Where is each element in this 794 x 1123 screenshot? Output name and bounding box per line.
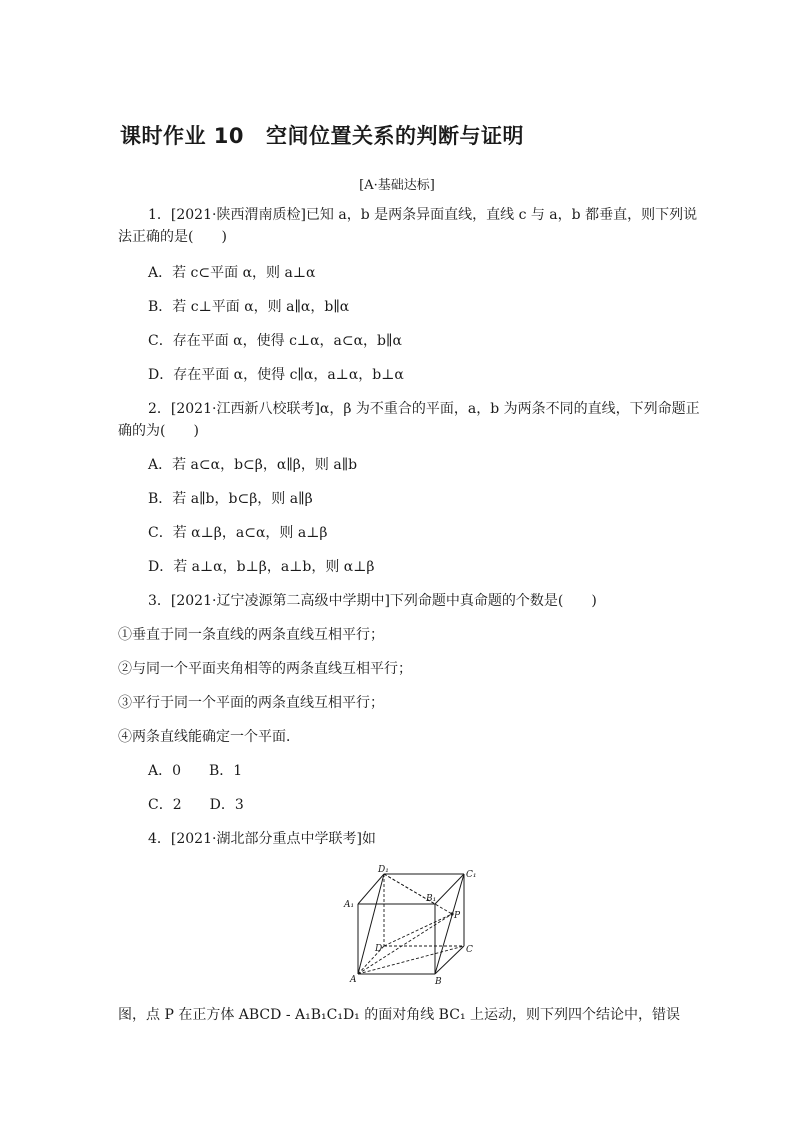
label-c: C bbox=[466, 945, 473, 955]
q2-option-b: B．若 a∥b，b⊂β，则 a∥β bbox=[148, 491, 313, 507]
q4-line2: 图，点 P 在正方体 ABCD - A₁B₁C₁D₁ 的面对角线 BC₁ 上运动，则下列四个结论中，错误 bbox=[118, 1007, 681, 1023]
q3-statement-3: ③平行于同一个平面的两条直线互相平行； bbox=[118, 695, 384, 711]
q3-statement-4: ④两条直线能确定一个平面． bbox=[118, 729, 300, 745]
q4-line1: 4．[2021·湖北部分重点中学联考]如 bbox=[148, 831, 376, 847]
cube-figure bbox=[340, 862, 480, 988]
label-c1: C₁ bbox=[466, 870, 477, 880]
label-d1: D₁ bbox=[378, 865, 389, 875]
hidden-d-p bbox=[384, 914, 452, 946]
q1-line2: 法正确的是( ) bbox=[118, 229, 227, 245]
q3-statement-1: ①垂直于同一条直线的两条直线互相平行； bbox=[118, 627, 384, 643]
q1-line1: 1．[2021·陕西渭南质检]已知 a，b 是两条异面直线，直线 c 与 a，b 都垂直，则下列说 bbox=[148, 207, 698, 223]
label-b1: B₁ bbox=[426, 894, 437, 904]
q1-option-d: D．存在平面 α，使得 c∥α，a⊥α，b⊥α bbox=[148, 367, 404, 383]
q3-statement-2: ②与同一个平面夹角相等的两条直线互相平行； bbox=[118, 661, 412, 677]
q3-line1: 3．[2021·辽宁凌源第二高级中学期中]下列命题中真命题的个数是( ) bbox=[148, 593, 597, 609]
hidden-d1-p bbox=[384, 874, 452, 914]
q2-line1: 2．[2021·江西新八校联考]α，β 为不重合的平面，a，b 为两条不同的直线，下列命题正 bbox=[148, 401, 700, 417]
title-text: 空间位置关系的判断与证明 bbox=[266, 124, 525, 148]
q1-option-c: C．存在平面 α，使得 c⊥α，a⊂α，b∥α bbox=[148, 333, 402, 349]
q2-line2: 确的为( ) bbox=[118, 423, 199, 439]
q1-option-a: A．若 c⊂平面 α，则 a⊥α bbox=[148, 265, 316, 281]
q2-option-a: A．若 a⊂α，b⊂β，α∥β，则 a∥b bbox=[148, 457, 358, 473]
label-b: B bbox=[435, 977, 442, 987]
q3-options-ab: A．0 B．1 bbox=[148, 763, 243, 779]
label-d: D bbox=[375, 944, 383, 954]
label-a1: A₁ bbox=[344, 900, 355, 910]
q3-options-cd: C．2 D．3 bbox=[148, 797, 244, 813]
label-p: P bbox=[454, 911, 461, 921]
q2-option-d: D．若 a⊥α，b⊥β，a⊥b，则 α⊥β bbox=[148, 559, 375, 575]
cube-diagram bbox=[340, 862, 480, 988]
title-number: 课时作业 10 bbox=[120, 124, 245, 148]
q1-option-b: B．若 c⊥平面 α，则 a∥α，b∥α bbox=[148, 299, 350, 315]
hidden-a-c bbox=[358, 946, 464, 974]
section-heading: [A·基础达标] bbox=[359, 178, 435, 193]
label-a: A bbox=[350, 975, 357, 985]
q2-option-c: C．若 α⊥β，a⊂α，则 a⊥β bbox=[148, 525, 328, 541]
page-title bbox=[120, 120, 524, 150]
